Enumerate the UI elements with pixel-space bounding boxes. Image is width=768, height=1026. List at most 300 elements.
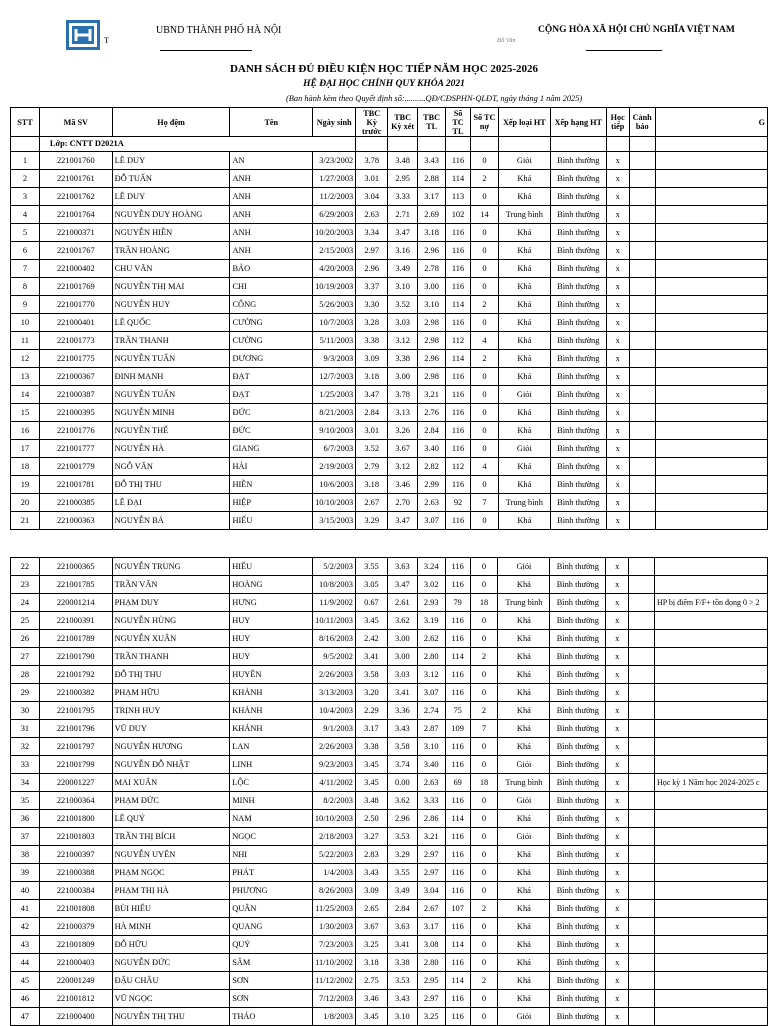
cell-hoc-tiep: x <box>606 702 629 720</box>
cell-ma-sv: 221001764 <box>39 206 112 224</box>
table-row <box>11 332 768 350</box>
cell-tbc-tl: 2.69 <box>418 206 446 224</box>
cell-xep-hang: Bình thường <box>550 972 606 990</box>
cell-ngay-sinh: 2/26/2003 <box>312 666 355 684</box>
cell-ten: CHI <box>230 278 313 296</box>
cell-ten: KHÁNH <box>230 702 313 720</box>
cell-hoc-tiep: x <box>606 476 629 494</box>
cell-hoc-tiep: x <box>606 576 629 594</box>
cell-ten: SÂM <box>230 954 313 972</box>
cell-so-tc-no: 0 <box>470 386 498 404</box>
cell-ghi-chu <box>655 386 767 404</box>
cell-so-tc-tl: 102 <box>446 206 471 224</box>
cell-ma-sv: 221000388 <box>39 864 112 882</box>
cell-ma-sv: 221000367 <box>39 368 112 386</box>
cell-ghi-chu <box>654 918 767 936</box>
cell-so-tc-tl: 116 <box>445 882 470 900</box>
cell-tbc-tl: 3.33 <box>417 792 445 810</box>
cell-hoc-tiep: x <box>606 900 629 918</box>
cell-so-tc-no: 2 <box>470 972 498 990</box>
cell-hoc-tiep: x <box>606 1008 629 1026</box>
cell-tbc-ky-xet: 3.00 <box>388 368 418 386</box>
cell-ngay-sinh: 4/11/2002 <box>312 774 355 792</box>
cell-stt: 29 <box>11 684 40 702</box>
cell-tbc-ky-truoc: 0.67 <box>355 594 387 612</box>
cell-xep-hang: Bình thường <box>550 720 606 738</box>
cell-canh-bao <box>629 440 655 458</box>
cell-tbc-ky-xet: 3.58 <box>387 738 417 756</box>
cell-tbc-tl: 2.86 <box>417 810 445 828</box>
cell-tbc-ky-truoc: 2.83 <box>355 846 387 864</box>
cell-tbc-ky-xet: 2.96 <box>387 810 417 828</box>
cell-ho-dem: ĐỖ THỊ THU <box>112 666 230 684</box>
table-row <box>11 368 768 386</box>
cell-ma-sv: 221000363 <box>39 512 112 530</box>
cell-so-tc-tl: 116 <box>446 386 471 404</box>
cell-ho-dem: NGUYỄN MINH <box>112 404 230 422</box>
cell-stt: 33 <box>11 756 40 774</box>
cell-stt: 17 <box>11 440 40 458</box>
cell-ngay-sinh: 11/12/2002 <box>312 972 355 990</box>
cell-xep-hang: Bình thường <box>550 296 606 314</box>
cell-stt: 44 <box>11 954 40 972</box>
cell-so-tc-no: 18 <box>470 594 498 612</box>
cell-tbc-ky-truoc: 3.20 <box>355 684 387 702</box>
cell-xep-hang: Bình thường <box>550 792 606 810</box>
cell-ghi-chu <box>654 936 767 954</box>
cell-xep-hang: Bình thường <box>550 846 606 864</box>
cell-xep-loai: Khá <box>498 900 550 918</box>
table-row <box>11 422 768 440</box>
cell-xep-loai: Giỏi <box>498 386 550 404</box>
table-row <box>11 612 768 630</box>
cell-tbc-tl: 2.80 <box>417 954 445 972</box>
cell-tbc-ky-xet: 3.29 <box>387 846 417 864</box>
cell-canh-bao <box>629 612 655 630</box>
cell-ten: KHÁNH <box>230 684 313 702</box>
cell-tbc-ky-xet: 3.53 <box>387 972 417 990</box>
table-row <box>11 170 768 188</box>
cell-so-tc-no: 0 <box>470 188 498 206</box>
cell-canh-bao <box>629 494 655 512</box>
page-subtitle: HỆ ĐẠI HỌC CHÍNH QUY KHÓA 2021 <box>303 79 465 89</box>
cell-canh-bao <box>629 350 655 368</box>
cell-ten: BẢO <box>230 260 313 278</box>
cell-xep-loai: Khá <box>498 350 550 368</box>
cell-canh-bao <box>629 630 655 648</box>
cell-so-tc-tl: 114 <box>445 648 470 666</box>
decision-note: (Ban hành kèm theo Quyết định số:..........QĐ/CĐSPHN-QLĐT, ngày tháng 1 năm 2025) <box>286 94 583 103</box>
cell-so-tc-tl: 116 <box>445 1008 470 1026</box>
cell-ngay-sinh: 2/26/2003 <box>312 738 355 756</box>
cell-canh-bao <box>629 936 655 954</box>
cell-hoc-tiep: x <box>606 512 629 530</box>
cell-ten: SƠN <box>230 972 313 990</box>
cell-ma-sv: 221001767 <box>39 242 112 260</box>
school-logo <box>66 20 100 50</box>
cell-ma-sv: 221000365 <box>39 558 112 576</box>
cell-so-tc-tl: 116 <box>445 954 470 972</box>
cell-tbc-ky-xet: 3.43 <box>387 720 417 738</box>
cell-xep-hang: Bình thường <box>550 594 606 612</box>
cell-ghi-chu <box>655 260 767 278</box>
cell-ho-dem: PHẠM THỊ HÀ <box>112 882 230 900</box>
cell-tbc-ky-truoc: 3.18 <box>355 954 387 972</box>
cell-xep-loai: Khá <box>498 368 550 386</box>
cell-so-tc-no: 0 <box>470 612 498 630</box>
cell-ho-dem: LÊ DUY <box>112 188 230 206</box>
cell-ma-sv: 221001808 <box>39 900 112 918</box>
cell-ho-dem: TRẦN HOÀNG <box>112 242 230 260</box>
cell-hoc-tiep: x <box>606 314 629 332</box>
cell-ten: NAM <box>230 810 313 828</box>
cell-so-tc-tl: 116 <box>446 476 471 494</box>
cell-xep-loai: Khá <box>498 170 550 188</box>
cell-ho-dem: NGUYỄN HÙNG <box>112 612 230 630</box>
cell-ngay-sinh: 11/25/2003 <box>312 900 355 918</box>
col-header-stt: STT <box>11 108 40 137</box>
cell-ngay-sinh: 8/2/2003 <box>312 792 355 810</box>
col-header-so-tc-tl: Số TC TL <box>446 108 471 137</box>
cell-so-tc-tl: 116 <box>446 404 471 422</box>
cell-ghi-chu <box>654 666 767 684</box>
cell-ten: NGỌC <box>230 828 313 846</box>
cell-tbc-ky-truoc: 3.46 <box>355 990 387 1008</box>
cell-tbc-ky-xet: 3.03 <box>387 666 417 684</box>
cell-xep-loai: Giỏi <box>498 558 550 576</box>
cell-so-tc-no: 0 <box>470 558 498 576</box>
cell-xep-hang: Bình thường <box>550 206 606 224</box>
cell-ghi-chu <box>655 422 767 440</box>
cell-so-tc-no: 0 <box>470 936 498 954</box>
cell-tbc-tl: 3.04 <box>417 882 445 900</box>
cell-tbc-ky-truoc: 2.84 <box>356 404 388 422</box>
table-row <box>11 954 768 972</box>
cell-ngay-sinh: 5/2/2003 <box>312 558 355 576</box>
cell-ma-sv: 221000397 <box>39 846 112 864</box>
cell-so-tc-no: 0 <box>470 422 498 440</box>
cell-tbc-ky-xet: 3.78 <box>388 386 418 404</box>
cell-canh-bao <box>629 792 655 810</box>
cell-xep-loai: Khá <box>498 332 550 350</box>
cell-so-tc-tl: 112 <box>446 332 471 350</box>
table-row <box>11 350 768 368</box>
cell-so-tc-no: 0 <box>470 882 498 900</box>
cell-tbc-ky-truoc: 3.27 <box>355 828 387 846</box>
cell-stt: 2 <box>11 170 40 188</box>
cell-tbc-ky-xet: 3.67 <box>388 440 418 458</box>
cell-tbc-tl: 3.07 <box>417 684 445 702</box>
cell-xep-loai: Khá <box>498 576 550 594</box>
cell-canh-bao <box>629 720 655 738</box>
cell-tbc-ky-truoc: 3.29 <box>356 512 388 530</box>
cell-ho-dem: NGUYỄN THẾ <box>112 422 230 440</box>
cell-ghi-chu <box>654 612 767 630</box>
cell-tbc-tl: 2.99 <box>418 476 446 494</box>
cell-ma-sv: 221001800 <box>39 810 112 828</box>
cell-ho-dem: LÊ ĐẠI <box>112 494 230 512</box>
cell-ghi-chu <box>655 188 767 206</box>
cell-so-tc-tl: 116 <box>445 630 470 648</box>
cell-tbc-tl: 2.63 <box>418 494 446 512</box>
cell-xep-hang: Bình thường <box>550 332 606 350</box>
col-header-hoc-tiep: Học tiếp <box>606 108 629 137</box>
cell-xep-hang: Bình thường <box>550 224 606 242</box>
cell-tbc-ky-truoc: 3.43 <box>355 864 387 882</box>
cell-xep-loai: Khá <box>498 666 550 684</box>
cell-ghi-chu <box>654 684 767 702</box>
cell-ma-sv: 221000382 <box>39 684 112 702</box>
cell-ho-dem: NGUYỄN HƯƠNG <box>112 738 230 756</box>
cell-so-tc-no: 0 <box>470 576 498 594</box>
cell-ten: HIỀN <box>230 476 313 494</box>
cell-stt: 9 <box>11 296 40 314</box>
cell-xep-hang: Bình thường <box>550 558 606 576</box>
cell-so-tc-no: 0 <box>470 224 498 242</box>
cell-ghi-chu <box>655 368 767 386</box>
cell-tbc-ky-truoc: 2.65 <box>355 900 387 918</box>
cell-ghi-chu <box>655 206 767 224</box>
cell-hoc-tiep: x <box>606 440 629 458</box>
cell-stt: 37 <box>11 828 40 846</box>
cell-ma-sv: 221001785 <box>39 576 112 594</box>
cell-hoc-tiep: x <box>606 206 629 224</box>
cell-ghi-chu <box>655 332 767 350</box>
cell-xep-loai: Khá <box>498 990 550 1008</box>
cell-ma-sv: 221000391 <box>39 612 112 630</box>
cell-so-tc-tl: 109 <box>445 720 470 738</box>
cell-tbc-ky-xet: 2.84 <box>387 900 417 918</box>
cell-tbc-tl: 3.08 <box>417 936 445 954</box>
cell-tbc-ky-truoc: 3.01 <box>356 422 388 440</box>
cell-tbc-ky-truoc: 3.67 <box>355 918 387 936</box>
cell-so-tc-no: 7 <box>470 494 498 512</box>
cell-tbc-ky-xet: 3.03 <box>388 314 418 332</box>
cell-so-tc-tl: 114 <box>445 936 470 954</box>
cell-ho-dem: HÀ MINH <box>112 918 230 936</box>
cell-tbc-tl: 2.76 <box>418 404 446 422</box>
cell-ho-dem: TRỊNH HUY <box>112 702 230 720</box>
cell-hoc-tiep: x <box>606 350 629 368</box>
cell-ngay-sinh: 3/15/2003 <box>313 512 356 530</box>
cell-ma-sv: 221000387 <box>39 386 112 404</box>
cell-tbc-tl: 3.40 <box>418 440 446 458</box>
cell-xep-loai: Khá <box>498 612 550 630</box>
cell-tbc-tl: 2.84 <box>418 422 446 440</box>
cell-tbc-tl: 2.96 <box>418 350 446 368</box>
cell-ten: LỘC <box>230 774 313 792</box>
cell-so-tc-tl: 116 <box>445 738 470 756</box>
cell-stt: 13 <box>11 368 40 386</box>
table-row <box>11 558 768 576</box>
cell-ngay-sinh: 8/21/2003 <box>313 404 356 422</box>
cell-tbc-ky-truoc: 3.17 <box>355 720 387 738</box>
cell-hoc-tiep: x <box>606 972 629 990</box>
cell-canh-bao <box>629 152 655 170</box>
cell-ngay-sinh: 10/20/2003 <box>313 224 356 242</box>
cell-tbc-ky-truoc: 2.63 <box>356 206 388 224</box>
cell-canh-bao <box>629 476 655 494</box>
cell-ghi-chu <box>654 954 767 972</box>
cell-hoc-tiep: x <box>606 458 629 476</box>
cell-ten: LAN <box>230 738 313 756</box>
cell-tbc-ky-xet: 2.71 <box>388 206 418 224</box>
cell-ma-sv: 221000401 <box>39 314 112 332</box>
cell-stt: 27 <box>11 648 40 666</box>
cell-ghi-chu: HP bị điểm F/F+ tồn đọng 0 > 2 <box>654 594 767 612</box>
cell-tbc-tl: 2.87 <box>417 720 445 738</box>
cell-tbc-tl: 2.82 <box>418 458 446 476</box>
cell-xep-hang: Bình thường <box>550 494 606 512</box>
cell-xep-hang: Bình thường <box>550 242 606 260</box>
cell-so-tc-no: 0 <box>470 954 498 972</box>
cell-xep-loai: Khá <box>498 314 550 332</box>
cell-tbc-ky-xet: 3.38 <box>387 954 417 972</box>
cell-xep-loai: Khá <box>498 242 550 260</box>
cell-tbc-ky-xet: 3.41 <box>387 936 417 954</box>
cell-xep-hang: Bình thường <box>550 404 606 422</box>
cell-ma-sv: 221001779 <box>39 458 112 476</box>
cell-so-tc-no: 0 <box>470 756 498 774</box>
cell-ngay-sinh: 9/23/2003 <box>312 756 355 774</box>
cell-xep-hang: Bình thường <box>550 774 606 792</box>
cell-stt: 43 <box>11 936 40 954</box>
cell-so-tc-no: 0 <box>470 846 498 864</box>
cell-ngay-sinh: 5/11/2003 <box>313 332 356 350</box>
cell-ma-sv: 221001781 <box>39 476 112 494</box>
cell-stt: 7 <box>11 260 40 278</box>
cell-so-tc-tl: 114 <box>445 810 470 828</box>
cell-stt: 46 <box>11 990 40 1008</box>
cell-canh-bao <box>629 1008 655 1026</box>
cell-ten: HUY <box>230 648 313 666</box>
cell-tbc-tl: 3.21 <box>418 386 446 404</box>
cell-ten: KHÁNH <box>230 720 313 738</box>
cell-tbc-ky-truoc: 3.09 <box>356 350 388 368</box>
cell-so-tc-no: 0 <box>470 666 498 684</box>
cell-ngay-sinh: 2/18/2003 <box>312 828 355 846</box>
cell-ghi-chu <box>654 828 767 846</box>
cell-tbc-tl: 2.78 <box>418 260 446 278</box>
cell-hoc-tiep: x <box>606 224 629 242</box>
cell-ghi-chu <box>655 314 767 332</box>
table-row <box>11 314 768 332</box>
cell-ghi-chu <box>654 792 767 810</box>
cell-ten: CÔNG <box>230 296 313 314</box>
cell-xep-loai: Giỏi <box>498 792 550 810</box>
cell-ngay-sinh: 10/6/2003 <box>313 476 356 494</box>
cell-tbc-tl: 2.98 <box>418 314 446 332</box>
cell-so-tc-no: 0 <box>470 152 498 170</box>
table-row <box>11 576 768 594</box>
cell-so-tc-tl: 116 <box>445 756 470 774</box>
cell-so-tc-tl: 116 <box>446 242 471 260</box>
cell-so-tc-no: 18 <box>470 774 498 792</box>
cell-hoc-tiep: x <box>606 404 629 422</box>
cell-canh-bao <box>629 278 655 296</box>
cell-ho-dem: ĐINH MẠNH <box>112 368 230 386</box>
cell-ho-dem: PHẠM NGỌC <box>112 864 230 882</box>
table-row <box>11 630 768 648</box>
cell-ten: ĐẠT <box>230 386 313 404</box>
cell-so-tc-tl: 69 <box>445 774 470 792</box>
cell-tbc-ky-xet: 3.62 <box>387 612 417 630</box>
cell-so-tc-no: 7 <box>470 720 498 738</box>
cell-so-tc-no: 0 <box>470 368 498 386</box>
cell-xep-loai: Khá <box>498 512 550 530</box>
cell-ho-dem: NGÔ VĂN <box>112 458 230 476</box>
cell-xep-hang: Bình thường <box>550 576 606 594</box>
cell-ghi-chu <box>655 152 767 170</box>
cell-hoc-tiep: x <box>606 594 629 612</box>
cell-tbc-ky-xet: 3.47 <box>387 576 417 594</box>
table-row <box>11 900 768 918</box>
cell-canh-bao <box>629 296 655 314</box>
cell-xep-loai: Giỏi <box>498 756 550 774</box>
col-header-ten: Tên <box>230 108 313 137</box>
cell-tbc-ky-truoc: 3.45 <box>355 756 387 774</box>
cell-tbc-ky-xet: 3.62 <box>387 792 417 810</box>
cell-ten: HUY <box>230 630 313 648</box>
cell-ngay-sinh: 8/16/2003 <box>312 630 355 648</box>
cell-canh-bao <box>629 972 655 990</box>
cell-canh-bao <box>629 990 655 1008</box>
cell-ten: ANH <box>230 242 313 260</box>
cell-ho-dem: PHẠM ĐỨC <box>112 792 230 810</box>
cell-ngay-sinh: 4/20/2003 <box>313 260 356 278</box>
cell-tbc-tl: 3.40 <box>417 756 445 774</box>
cell-xep-hang: Bình thường <box>550 828 606 846</box>
cell-so-tc-no: 2 <box>470 900 498 918</box>
cell-ghi-chu <box>654 756 767 774</box>
cell-canh-bao <box>629 846 655 864</box>
cell-so-tc-no: 0 <box>470 918 498 936</box>
cell-ngay-sinh: 1/4/2003 <box>312 864 355 882</box>
cell-hoc-tiep: x <box>606 188 629 206</box>
cell-canh-bao <box>629 458 655 476</box>
cell-so-tc-tl: 116 <box>446 278 471 296</box>
cell-ma-sv: 221001776 <box>39 422 112 440</box>
cell-hoc-tiep: x <box>606 846 629 864</box>
cell-so-tc-tl: 116 <box>445 612 470 630</box>
cell-so-tc-tl: 116 <box>445 792 470 810</box>
cell-stt: 10 <box>11 314 40 332</box>
org-left: UBND THÀNH PHỐ HÀ NỘI <box>156 25 282 36</box>
cell-ten: QUÂN <box>230 900 313 918</box>
cell-ghi-chu <box>654 702 767 720</box>
cell-so-tc-tl: 75 <box>445 702 470 720</box>
table-row <box>11 386 768 404</box>
cell-xep-loai: Khá <box>498 422 550 440</box>
cell-ma-sv: 220001227 <box>39 774 112 792</box>
cell-tbc-ky-truoc: 3.45 <box>355 612 387 630</box>
cell-ma-sv: 221000364 <box>39 792 112 810</box>
cell-so-tc-no: 0 <box>470 278 498 296</box>
cell-ngay-sinh: 10/10/2003 <box>313 494 356 512</box>
cell-hoc-tiep: x <box>606 864 629 882</box>
class-row <box>11 137 768 152</box>
cell-ho-dem: BÙI HIẾU <box>112 900 230 918</box>
cell-xep-hang: Bình thường <box>550 314 606 332</box>
cell-stt: 31 <box>11 720 40 738</box>
cell-tbc-ky-xet: 3.12 <box>388 332 418 350</box>
cell-canh-bao <box>629 206 655 224</box>
cell-xep-hang: Bình thường <box>550 918 606 936</box>
cell-ghi-chu <box>654 558 767 576</box>
cell-tbc-tl: 3.02 <box>417 576 445 594</box>
cell-xep-hang: Bình thường <box>550 152 606 170</box>
cell-so-tc-no: 4 <box>470 332 498 350</box>
